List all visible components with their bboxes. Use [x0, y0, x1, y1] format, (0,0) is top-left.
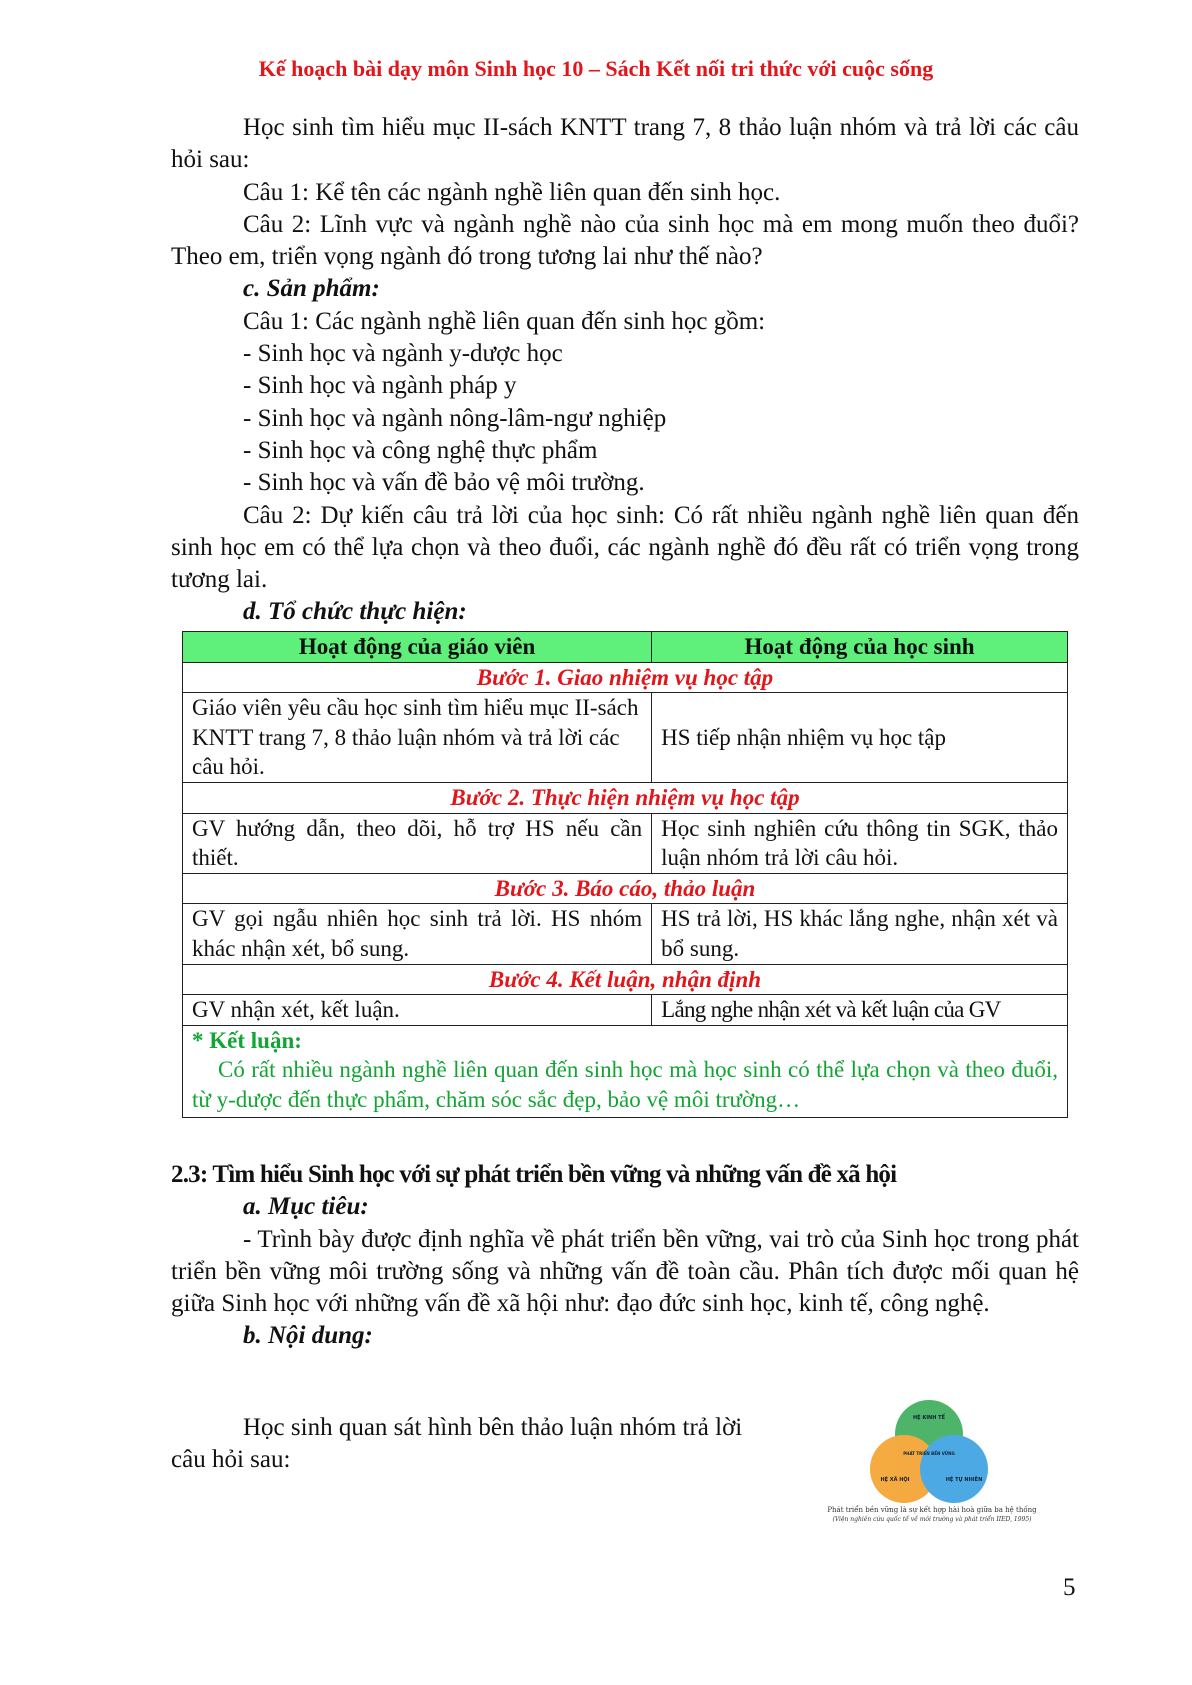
student-activity: Lắng nghe nhận xét và kết luận của GV — [652, 995, 1068, 1026]
answer-1-item: - Sinh học và vấn đề bảo vệ môi trường. — [243, 469, 645, 497]
table-row — [183, 904, 1068, 964]
conclusion-row — [183, 1025, 1068, 1117]
conclusion-cell — [183, 1025, 1068, 1117]
answer-1-item: - Sinh học và ngành y-dược học — [243, 340, 563, 368]
sustainable-development-figure — [782, 1387, 1082, 1527]
activity-body — [171, 112, 1079, 629]
nature-circle — [920, 1435, 988, 1503]
conclusion-text: Có rất nhiều ngành nghề liên quan đến sinh học mà học sinh có thể lựa chọn và theo đuổi, từ y-dược đến thực phẩm, chăm sóc sắc đẹp, bảo vệ môi trường… — [192, 1057, 1058, 1112]
table-row — [183, 813, 1068, 873]
answer-1-item: - Sinh học và ngành pháp y — [243, 372, 517, 400]
observe-text: Học sinh quan sát hình bên thảo luận nhóm trả lời câu hỏi sau: — [171, 1414, 743, 1474]
answer-2: Câu 2: Dự kiến câu trả lời của học sinh: Có rất nhiều ngành nghề liên quan đến sinh học em có thể lựa chọn và theo đuổi, các ngành nghề đó đều rất có triển vọng trong tương lai. — [171, 501, 1079, 594]
objective-heading: a. Mục tiêu: — [243, 1193, 369, 1221]
teacher-activity: Giáo viên yêu cầu học sinh tìm hiểu mục II-sách KNTT trang 7, 8 thảo luận nhóm và trả lời các câu hỏi. — [183, 693, 652, 783]
table-row — [183, 995, 1068, 1026]
step-1-title: Bước 1. Giao nhiệm vụ học tập — [183, 662, 1068, 693]
student-activity: HS tiếp nhận nhiệm vụ học tập — [652, 693, 1068, 783]
step-row — [183, 873, 1068, 904]
answer-1-item: - Sinh học và công nghệ thực phẩm — [243, 436, 598, 464]
page-number: 5 — [1063, 1574, 1076, 1601]
answer-1-item: - Sinh học và ngành nông-lâm-ngư nghiệp — [243, 404, 667, 432]
student-activity: HS trả lời, HS khác lắng nghe, nhận xét và bổ sung. — [652, 904, 1068, 964]
venn-diagram — [782, 1387, 1082, 1527]
teacher-activity: GV hướng dẫn, theo dõi, hỗ trợ HS nếu cần thiết. — [183, 813, 652, 873]
student-activity: Học sinh nghiên cứu thông tin SGK, thảo luận nhóm trả lời câu hỏi. — [652, 813, 1068, 873]
step-3-title: Bước 3. Báo cáo, thảo luận — [183, 873, 1068, 904]
society-label: HỆ XÃ HỘI — [880, 1477, 910, 1483]
table-header-row — [183, 632, 1068, 663]
section-2-3 — [171, 1159, 1079, 1353]
column-header-student: Hoạt động của học sinh — [652, 632, 1068, 663]
question-2: Câu 2: Lĩnh vực và ngành nghề nào của sinh học mà em mong muốn theo đuổi? Theo em, triển vọng ngành đó trong tương lai như thế nào? — [171, 210, 1079, 271]
economy-label: HỆ KINH TẾ — [912, 1415, 946, 1421]
nature-label: HỆ TỰ NHIÊN — [945, 1477, 983, 1483]
conclusion-title: * Kết luận: — [192, 1027, 302, 1053]
teacher-activity: GV nhận xét, kết luận. — [183, 995, 652, 1026]
column-header-teacher: Hoạt động của giáo viên — [183, 632, 652, 663]
teacher-activity: GV gọi ngẫu nhiên học sinh trả lời. HS nhóm khác nhận xét, bổ sung. — [183, 904, 652, 964]
figure-caption: Phát triển bền vững là sự kết hợp hài hoà giữa ba hệ thống — [827, 1506, 1037, 1514]
page-header: Kế hoạch bài dạy môn Sinh học 10 – Sách Kết nối tri thức với cuộc sống — [258, 56, 934, 81]
intro-paragraph: Học sinh tìm hiểu mục II-sách KNTT trang 7, 8 thảo luận nhóm và trả lời các câu hỏi sau: — [171, 114, 1079, 174]
step-row — [183, 782, 1068, 813]
figure-source: (Viện nghiên cứu quốc tế về môi trường và phát triển IIED, 1995) — [832, 1516, 1032, 1523]
objective-text: - Trình bày được định nghĩa về phát triển bền vững, vai trò của Sinh học trong phát triển bền vững môi trường sống và những vấn đề toàn cầu. Phân tích được mối quan hệ giữa Sinh học với những vấn đề xã hội như: đạo đức sinh học, kinh tế, công nghệ. — [171, 1225, 1079, 1318]
section-title: 2.3: Tìm hiểu Sinh học với sự phát triển bền vững và những vấn đề xã hội — [171, 1161, 897, 1188]
activity-table — [182, 631, 1068, 1118]
table-row — [183, 693, 1068, 783]
step-4-title: Bước 4. Kết luận, nhận định — [183, 964, 1068, 995]
product-heading: c. Sản phẩm: — [243, 275, 380, 303]
step-row — [183, 662, 1068, 693]
observe-paragraph — [171, 1412, 771, 1477]
center-label: PHÁT TRIỂN BỀN VỮNG — [903, 1451, 955, 1456]
step-2-title: Bước 2. Thực hiện nhiệm vụ học tập — [183, 782, 1068, 813]
answer-1: Câu 1: Các ngành nghề liên quan đến sinh học gồm: — [243, 307, 766, 335]
step-row — [183, 964, 1068, 995]
question-1: Câu 1: Kể tên các ngành nghề liên quan đến sinh học. — [243, 178, 781, 206]
content-heading: b. Nội dung: — [243, 1322, 373, 1350]
organization-heading: d. Tổ chức thực hiện: — [243, 598, 467, 626]
